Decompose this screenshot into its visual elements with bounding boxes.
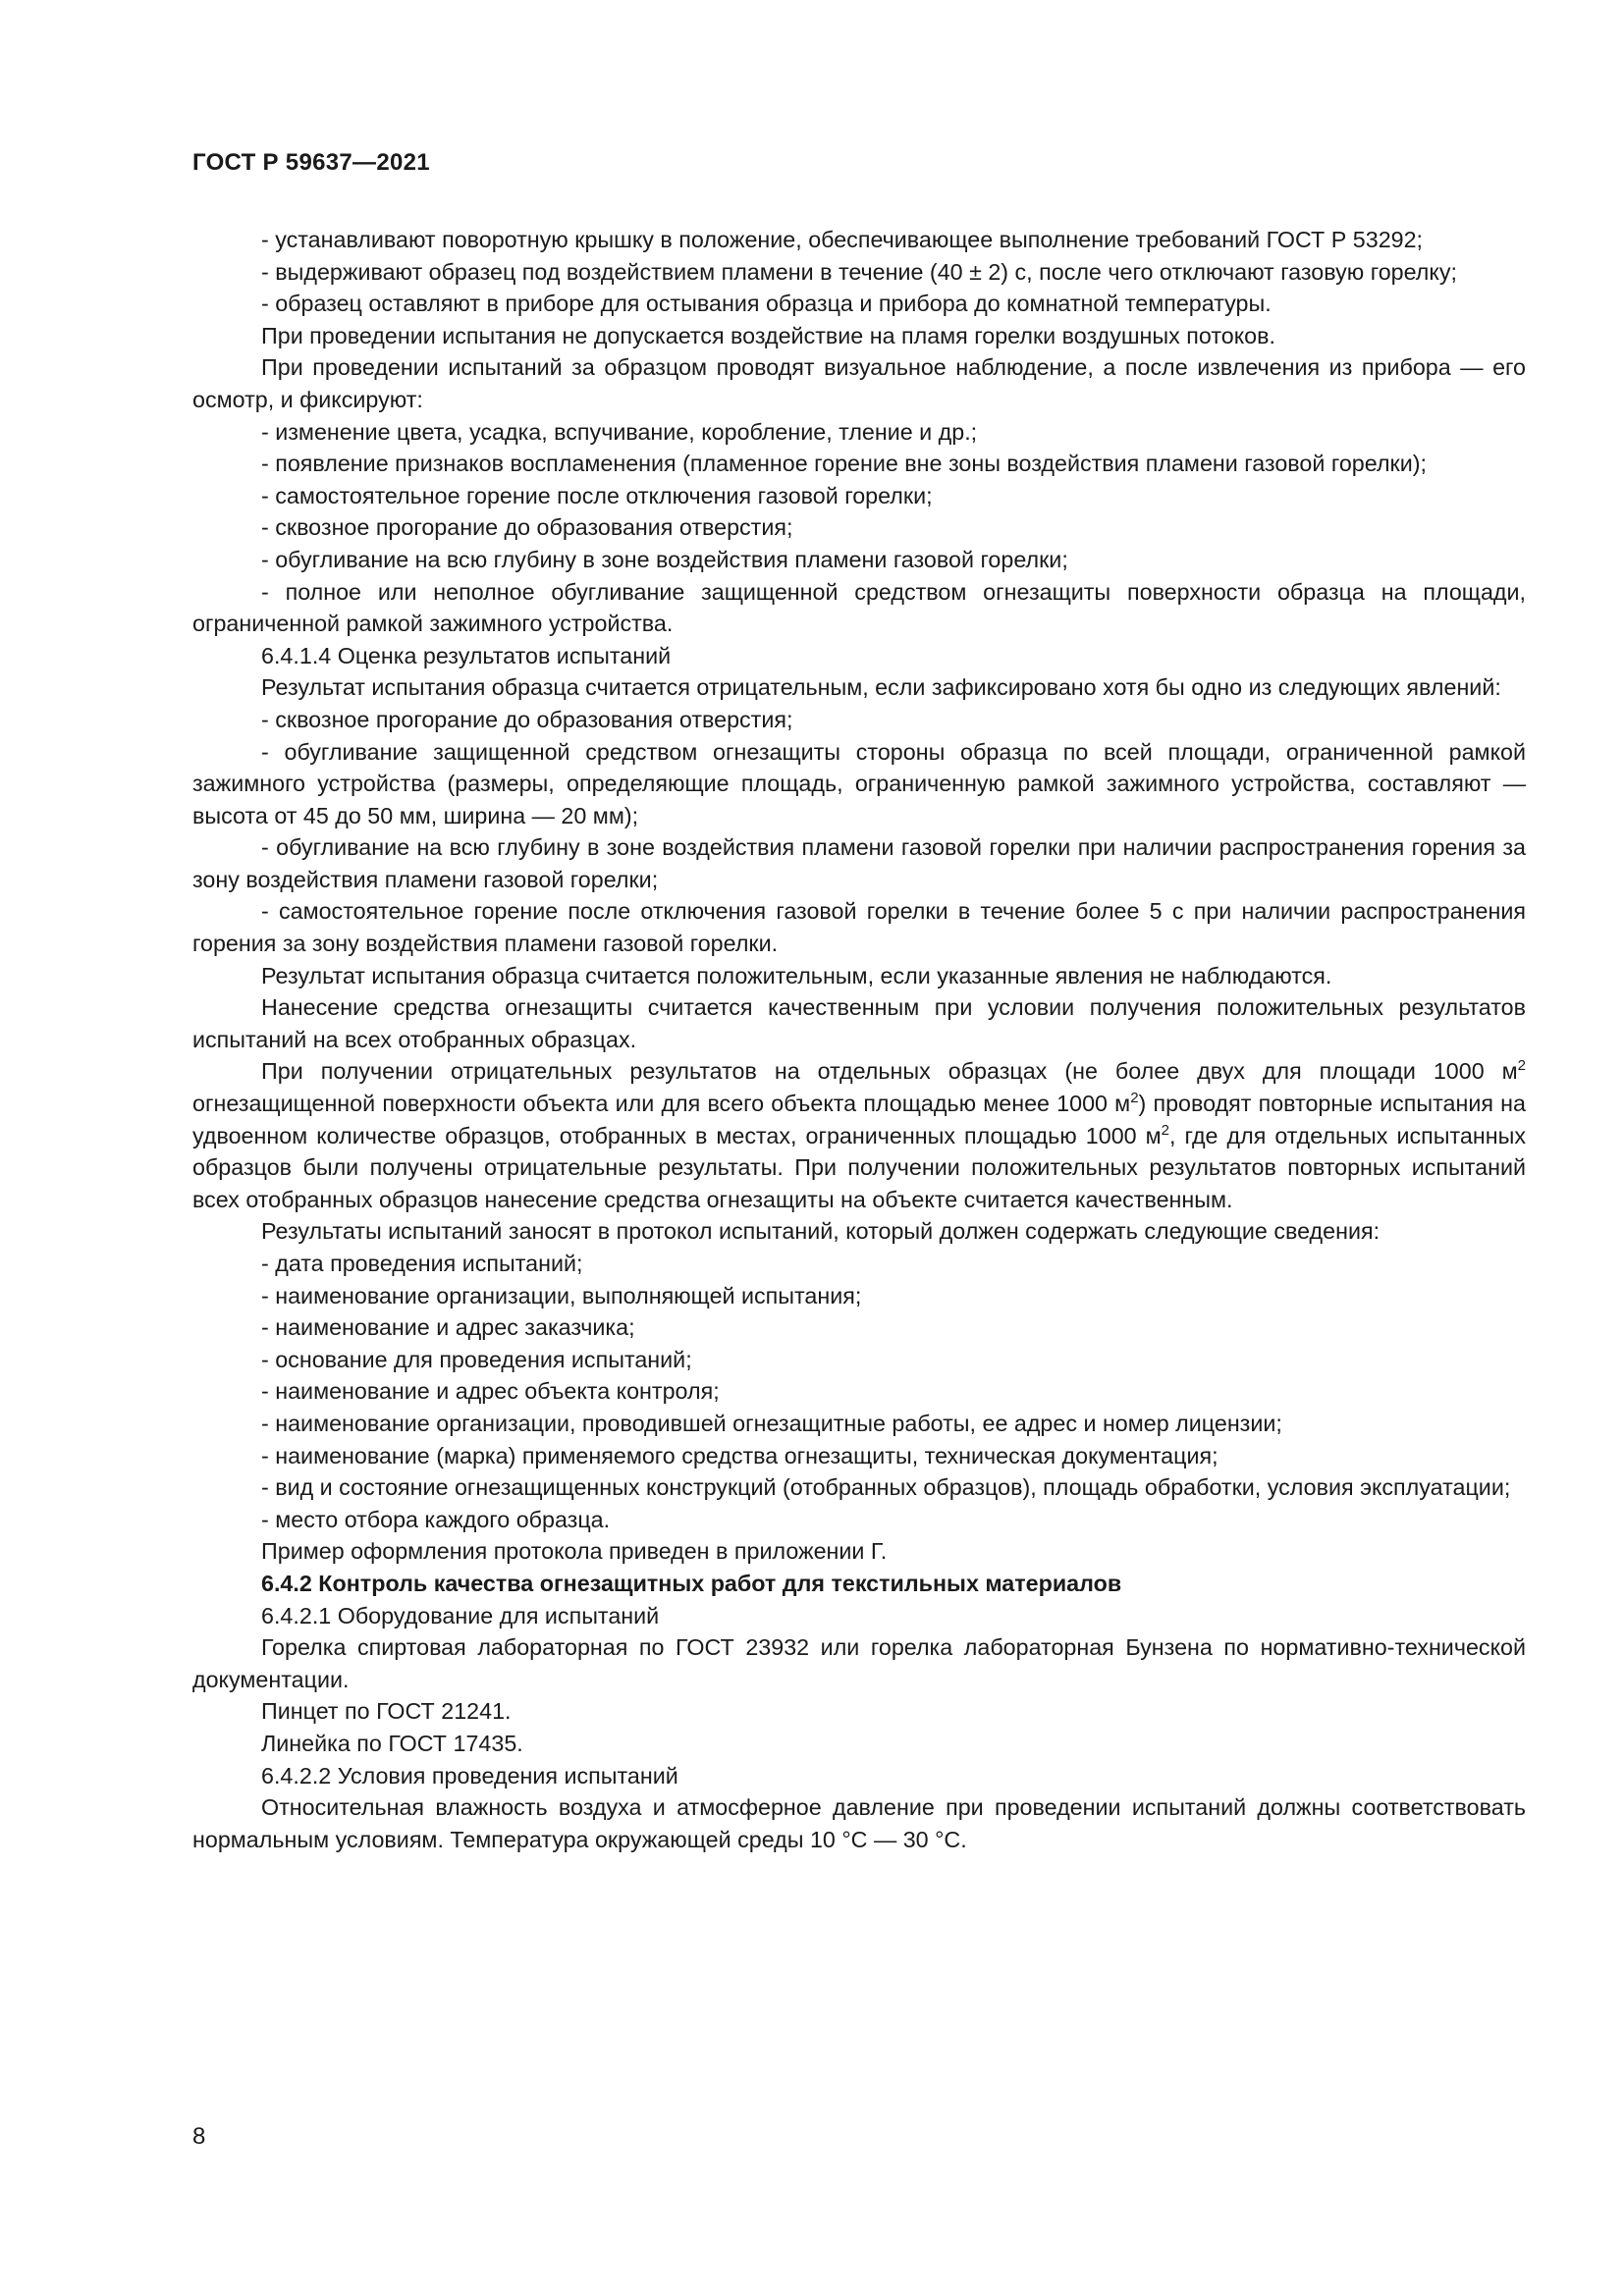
list-item: - наименование организации, проводившей огнезащитные работы, ее адрес и номер лицензии; xyxy=(261,1410,1282,1436)
list-item: - появление признаков воспламенения (пламенное горение вне зоны воздействия пламени газовой горелки); xyxy=(261,451,1427,477)
paragraph: Относительная влажность воздуха и атмосферное давление при проведении испытаний должны соответствовать нормальным условиям. Температура окружающей среды 10 °С — 30 °С. xyxy=(192,1794,1526,1852)
paragraph: Горелка спиртовая лабораторная по ГОСТ 23932 или горелка лабораторная Бунзена по нормативно-технической документации. xyxy=(192,1634,1526,1692)
paragraph: При проведении испытания не допускается воздействие на пламя горелки воздушных потоков. xyxy=(261,322,1275,348)
subsection-heading: 6.4.2.2 Условия проведения испытаний xyxy=(261,1762,678,1789)
list-item: - самостоятельное горение после отключения газовой горелки в течение более 5 с при наличии распространения горения за зону воздействия пламени газовой горелки. xyxy=(192,898,1526,957)
list-item: - место отбора каждого образца. xyxy=(261,1506,611,1532)
paragraph: Пример оформления протокола приведен в приложении Г. xyxy=(261,1538,888,1565)
section-heading: 6.4.2 Контроль качества огнезащитных работ для текстильных материалов xyxy=(261,1570,1122,1596)
paragraph: Линейка по ГОСТ 17435. xyxy=(261,1730,523,1756)
document-header: ГОСТ Р 59637—2021 xyxy=(192,149,430,176)
paragraph: Результат испытания образца считается положительным, если указанные явления не наблюдаются. xyxy=(261,962,1332,988)
paragraph: Нанесение средства огнезащиты считается качественным при условии получения положительных результатов испытаний на всех отобранных образцах. xyxy=(192,994,1526,1052)
document-body xyxy=(192,224,1526,1855)
list-item: - обугливание на всю глубину в зоне воздействия пламени газовой горелки при наличии распространения горения за зону воздействия пламени газовой горелки; xyxy=(192,834,1526,892)
superscript: 2 xyxy=(1161,1121,1169,1139)
list-item: - полное или неполное обугливание защищенной средством огнезащиты поверхности образца на площади, ограниченной рамкой зажимного устройства. xyxy=(192,578,1526,637)
list-item: - образец оставляют в приборе для остывания образца и прибора до комнатной температуры. xyxy=(261,291,1272,317)
paragraph: Результаты испытаний заносят в протокол испытаний, который должен содержать следующие сведения: xyxy=(261,1218,1380,1245)
list-item: - обугливание на всю глубину в зоне воздействия пламени газовой горелки; xyxy=(261,546,1068,572)
list-item: - обугливание защищенной средством огнезащиты стороны образца по всей площади, ограниченной рамкой зажимного устройства (размеры, определяющие площадь, ограниченную рамкой зажимного устройства, составляют — высота от 45 до 50 мм, ширина — 20 мм); xyxy=(192,738,1526,828)
section-heading: 6.4.1.4 Оценка результатов испытаний xyxy=(261,642,672,668)
list-item: - наименование и адрес заказчика; xyxy=(261,1314,635,1341)
superscript: 2 xyxy=(1517,1057,1526,1075)
paragraph: Результат испытания образца считается отрицательным, если зафиксировано хотя бы одно из следующих явлений: xyxy=(261,674,1501,701)
list-item: - вид и состояние огнезащищенных конструкций (отобранных образцов), площадь обработки, условия эксплуатации; xyxy=(261,1474,1511,1501)
superscript: 2 xyxy=(1130,1090,1139,1107)
text-run: При получении отрицательных результатов на отдельных образцах (не более двух для площади 1000 м xyxy=(261,1058,1518,1085)
list-item: - сквозное прогорание до образования отверстия; xyxy=(261,706,793,732)
list-item: - изменение цвета, усадка, вспучивание, коробление, тление и др.; xyxy=(261,418,978,445)
paragraph: Пинцет по ГОСТ 21241. xyxy=(261,1698,512,1725)
list-item: - самостоятельное горение после отключения газовой горелки; xyxy=(261,482,933,508)
list-item: - наименование организации, выполняющей испытания; xyxy=(261,1282,862,1308)
subsection-heading: 6.4.2.1 Оборудование для испытаний xyxy=(261,1602,660,1629)
paragraph-retest xyxy=(192,1055,1526,1215)
list-item: - выдерживают образец под воздействием пламени в течение (40 ± 2) с, после чего отключают газовую горелку; xyxy=(261,258,1457,285)
list-item: - наименование (марка) применяемого средства огнезащиты, техническая документация; xyxy=(261,1442,1218,1468)
list-item: - сквозное прогорание до образования отверстия; xyxy=(261,514,793,541)
paragraph: При проведении испытаний за образцом проводят визуальное наблюдение, а после извлечения из прибора — его осмотр, и фиксируют: xyxy=(192,354,1526,412)
list-item: - основание для проведения испытаний; xyxy=(261,1346,692,1372)
page-number: 8 xyxy=(192,2123,206,2150)
text-run: ) проводят повторные испытания на удвоенном количестве образцов, отобранных в местах, ограниченных площадью 1000 м xyxy=(192,1091,1526,1148)
list-item: - дата проведения испытаний; xyxy=(261,1251,583,1276)
list-item: - наименование и адрес объекта контроля; xyxy=(261,1378,720,1405)
text-run: , где для отдельных испытанных образцов были получены отрицательные результаты. При получении положительных результатов повторных испытаний всех отобранных образцов нанесение средства огнезащиты на объекте считается качественным. xyxy=(192,1122,1526,1212)
list-item: - устанавливают поворотную крышку в положение, обеспечивающее выполнение требований ГОСТ Р 53292; xyxy=(261,227,1424,252)
text-run: огнезащищенной поверхности объекта или для всего объекта площадью менее 1000 м xyxy=(192,1091,1131,1117)
